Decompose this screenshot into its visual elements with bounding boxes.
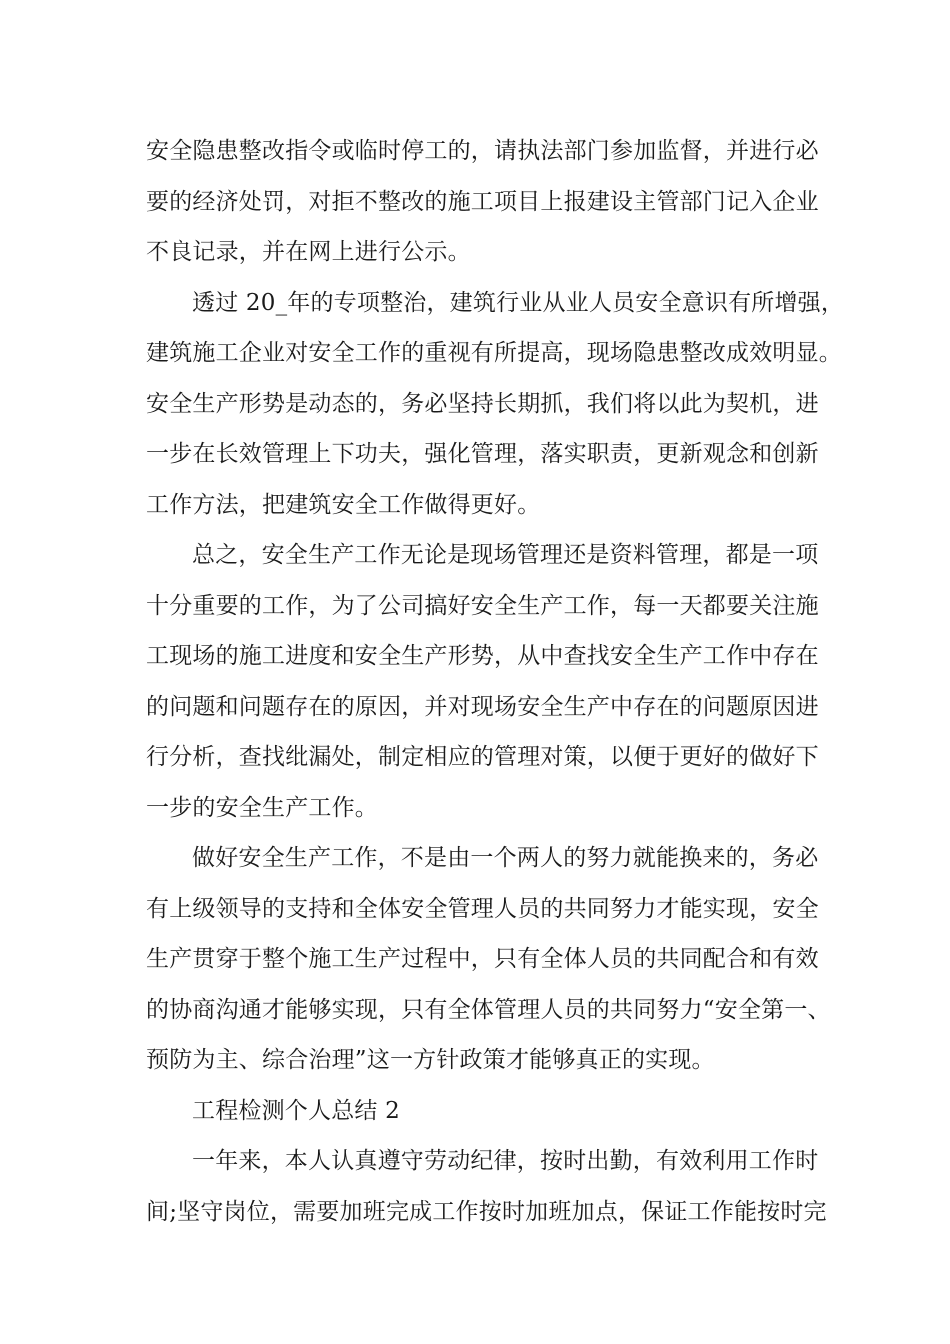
text-line: 一年来，本人认真遵守劳动纪律，按时出勤，有效利用工作时: [192, 1148, 819, 1174]
text-line: 工现场的施工进度和安全生产形势，从中查找安全生产工作中存在: [146, 643, 819, 669]
text-line: 不良记录，并在网上进行公示。: [146, 239, 471, 265]
paragraph-year-review: [146, 1136, 836, 1237]
paragraph-summary: [146, 530, 836, 833]
text-line: 的协商沟通才能够实现，只有全体管理人员的共同努力“安全第一、: [146, 996, 831, 1023]
text-line: 总之，安全生产工作无论是现场管理还是资料管理，都是一项: [192, 542, 819, 568]
document-body: [146, 126, 845, 1237]
text-line: 安全隐患整改指令或临时停工的，请执法部门参加监督，并进行必: [146, 138, 819, 164]
text-line: 的问题和问题存在的原因，并对现场安全生产中存在的问题原因进: [146, 693, 819, 720]
text-line: 行分析，查找纰漏处，制定相应的管理对策，以便于更好的做好下: [146, 744, 819, 770]
section-heading: 工程检测个人总结 2: [192, 1097, 400, 1124]
paragraph-continuation: [146, 126, 836, 278]
text-line: 透过 20_年的专项整治，建筑行业从业人员安全意识有所增强，: [192, 289, 845, 316]
text-line: 一步的安全生产工作。: [146, 794, 378, 821]
text-line: 做好安全生产工作，不是由一个两人的努力就能换来的，务必: [192, 845, 819, 871]
paragraph-teamwork: [146, 833, 836, 1086]
text-line: 有上级领导的支持和全体安全管理人员的共同努力才能实现，安全: [146, 895, 819, 922]
paragraph-rectification-results: [146, 278, 845, 531]
text-line: 工作方法，把建筑安全工作做得更好。: [146, 491, 541, 518]
text-line: 安全生产形势是动态的，务必坚持长期抓，我们将以此为契机，进: [146, 390, 819, 417]
text-line: 要的经济处罚，对拒不整改的施工项目上报建设主管部门记入企业: [146, 188, 819, 215]
text-line: 一步在长效管理上下功夫，强化管理，落实职责，更新观念和创新: [146, 441, 819, 467]
text-line: 预防为主、综合治理”这一方针政策才能够真正的实现。: [146, 1047, 715, 1073]
text-line: 建筑施工企业对安全工作的重视有所提高，现场隐患整改成效明显。: [146, 340, 842, 366]
text-line: 十分重要的工作，为了公司搞好安全生产工作，每一天都要关注施: [146, 592, 819, 619]
text-line: 间;坚守岗位，需要加班完成工作按时加班加点，保证工作能按时完: [146, 1198, 827, 1225]
text-line: 生产贯穿于整个施工生产过程中，只有全体人员的共同配合和有效: [146, 946, 819, 972]
